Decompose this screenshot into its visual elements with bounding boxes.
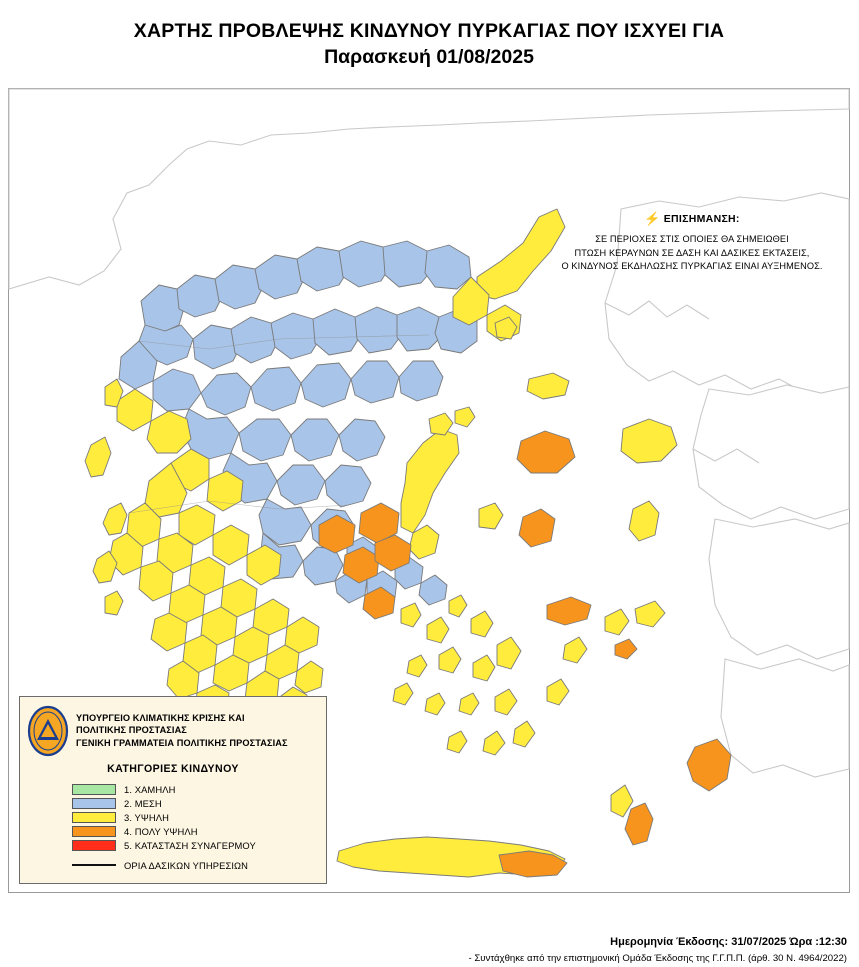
credit-line: - Συντάχθηκε από την επιστημονική Ομάδα Έκδοσης της Γ.Γ.Π.Π. (άρθ. 30 Ν. 4964/2022)	[468, 953, 847, 964]
legend-title: ΚΑΤΗΓΟΡΙΕΣ ΚΙΝΔΥΝΟΥ	[107, 763, 239, 775]
legend-swatch-high	[72, 812, 116, 823]
civil-protection-emblem-icon	[27, 705, 69, 757]
legend-label-high: 3. ΥΨΗΛΗ	[124, 811, 169, 823]
note-line-3: Ο ΚΙΝΔΥΝΟΣ ΕΚΔΗΛΩΣΗΣ ΠΥΡΚΑΓΙΑΣ ΕΙΝΑΙ ΑΥΞΗΜΕΝΟΣ.	[561, 261, 823, 271]
legend-swatch-low	[72, 784, 116, 795]
legend-item-alert	[72, 838, 326, 852]
page-title	[0, 18, 858, 70]
footer	[17, 934, 859, 967]
legend-swatch-medium	[72, 798, 116, 809]
title-line-1: ΧΑΡΤΗΣ ΠΡΟΒΛΕΨΗΣ ΚΙΝΔΥΝΟΥ ΠΥΡΚΑΓΙΑΣ ΠΟΥ ΙΣΧΥΕΙ ΓΙΑ	[133, 20, 725, 42]
legend-label-boundary: ΟΡΙΑ ΔΑΣΙΚΩΝ ΥΠΗΡΕΣΙΩΝ	[124, 859, 249, 871]
legend-item-low	[72, 782, 326, 796]
boundary-line-icon	[72, 864, 116, 866]
map-frame[interactable]	[8, 88, 850, 964]
legend-label-very-high: 4. ΠΟΛΥ ΥΨΗΛΗ	[124, 825, 198, 837]
legend-item-very-high	[72, 824, 326, 838]
neighbor-countries-layer	[9, 89, 849, 777]
ministry-text	[76, 705, 288, 749]
legend-label-alert: 5. ΚΑΤΑΣΤΑΣΗ ΣΥΝΑΓΕΡΜΟΥ	[124, 839, 256, 851]
legend-item-high	[72, 810, 326, 824]
title-line-2: Παρασκευή 01/08/2025	[324, 46, 534, 68]
legend-item-boundary	[72, 857, 326, 873]
legend-label-medium: 2. ΜΕΣΗ	[124, 797, 162, 809]
risk-very-high-regions[interactable]	[319, 431, 731, 877]
lightning-bolt-icon: ⚡	[644, 211, 661, 226]
legend-panel	[19, 696, 327, 884]
note-box	[557, 211, 827, 274]
legend-label-low: 1. ΧΑΜΗΛΗ	[124, 783, 176, 795]
issue-datetime: Ημερομηνία Έκδοσης: 31/07/2025 Ώρα :12:30	[610, 936, 847, 948]
legend-swatch-alert	[72, 840, 116, 851]
legend-items	[20, 782, 326, 873]
ministry-line-1: ΥΠΟΥΡΓΕΙΟ ΚΛΙΜΑΤΙΚΗΣ ΚΡΙΣΗΣ ΚΑΙ	[76, 713, 245, 723]
note-heading-text: ΕΠΙΣΗΜΑΝΣΗ:	[663, 213, 740, 225]
ministry-line-3: ΓΕΝΙΚΗ ΓΡΑΜΜΑΤΕΙΑ ΠΟΛΙΤΙΚΗΣ ΠΡΟΣΤΑΣΙΑΣ	[76, 737, 288, 748]
note-heading	[557, 211, 827, 227]
note-line-2: ΠΤΩΣΗ ΚΕΡΑΥΝΩΝ ΣΕ ΔΑΣΗ ΚΑΙ ΔΑΣΙΚΕΣ ΕΚΤΑΣΕΙΣ,	[574, 247, 810, 258]
legend-swatch-very-high	[72, 826, 116, 837]
ministry-line-2: ΠΟΛΙΤΙΚΗΣ ΠΡΟΣΤΑΣΙΑΣ	[76, 725, 187, 736]
legend-header	[20, 697, 326, 757]
legend-item-medium	[72, 796, 326, 810]
note-line-1: ΣΕ ΠΕΡΙΟΧΕΣ ΣΤΙΣ ΟΠΟΙΕΣ ΘΑ ΣΗΜΕΙΩΘΕΙ	[595, 234, 789, 244]
